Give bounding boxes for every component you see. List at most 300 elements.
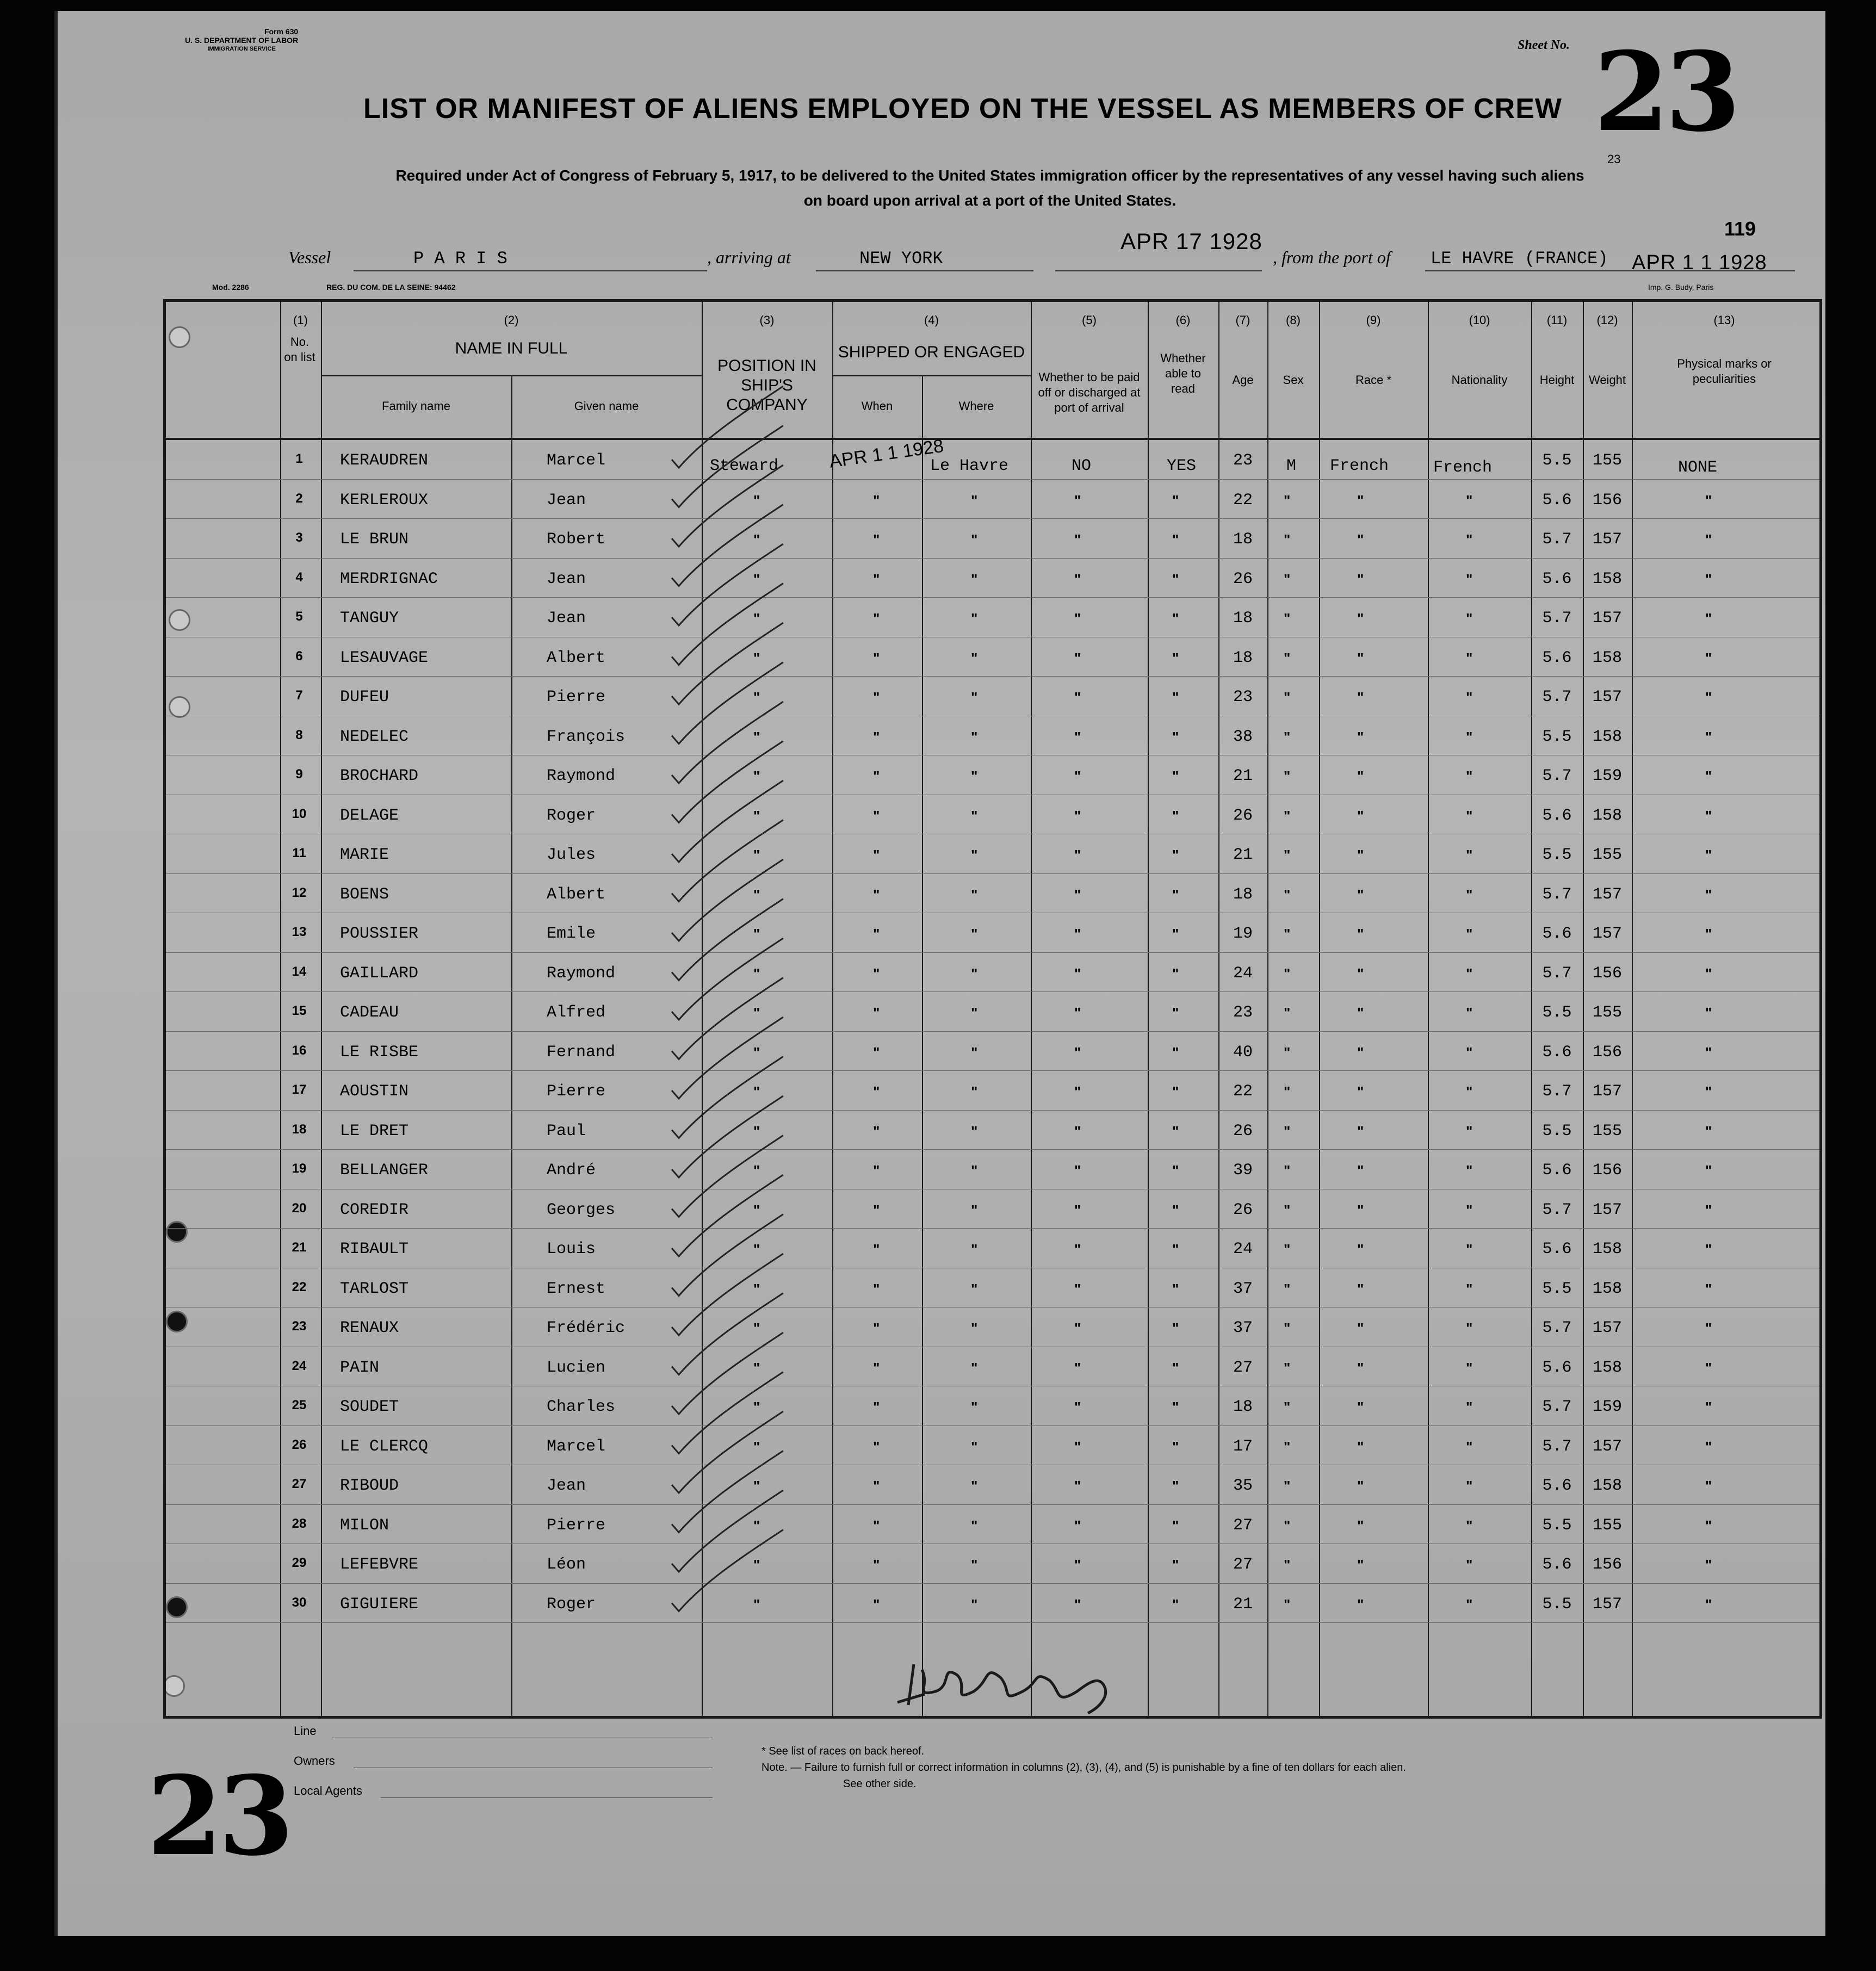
ditto-mark: "	[1074, 1399, 1081, 1415]
ditto-mark: "	[1705, 1123, 1712, 1139]
ditto-mark: "	[1172, 807, 1179, 824]
ditto-mark: "	[873, 807, 880, 824]
ditto-mark: "	[753, 649, 760, 666]
ditto-mark: "	[1172, 1005, 1179, 1021]
family-name: LE BRUN	[340, 530, 409, 549]
row-number: 13	[292, 925, 307, 939]
ditto-mark: "	[1074, 1359, 1081, 1376]
ditto-mark: "	[1466, 1478, 1473, 1494]
ditto-mark: "	[1357, 1083, 1364, 1100]
ditto-mark: "	[1172, 926, 1179, 942]
ditto-mark: "	[1172, 1044, 1179, 1061]
ditto-mark: "	[1357, 610, 1364, 627]
given-name: Alfred	[547, 1003, 606, 1022]
given-name: André	[547, 1161, 596, 1180]
weight: 157	[1592, 925, 1622, 943]
col-4-when-header: When	[861, 399, 893, 413]
height: 5.7	[1542, 530, 1572, 549]
row-number: 4	[295, 569, 303, 585]
height: 5.6	[1542, 1555, 1572, 1574]
ditto-mark: "	[1172, 728, 1179, 745]
given-name: Albert	[547, 648, 606, 667]
shipped-date-stamp: APR 1 1 1928	[828, 435, 945, 472]
age: 38	[1233, 727, 1253, 746]
col-8-number: (8)	[1286, 313, 1301, 327]
ditto-mark: "	[1357, 965, 1364, 982]
underline	[1055, 270, 1262, 271]
family-name: TARLOST	[340, 1279, 409, 1298]
ditto-mark: "	[1357, 1044, 1364, 1061]
ditto-mark: "	[1466, 571, 1473, 587]
ditto-mark: "	[1172, 1083, 1179, 1100]
row-divider	[166, 1228, 1819, 1229]
ditto-mark: "	[971, 571, 978, 587]
ditto-mark: "	[1705, 847, 1712, 863]
ditto-mark: "	[873, 1162, 880, 1179]
family-name: MILON	[340, 1516, 389, 1535]
ditto-mark: "	[1074, 610, 1081, 627]
height: 5.5	[1542, 1003, 1572, 1022]
ditto-mark: "	[753, 1399, 760, 1415]
col-13-header: Physical marks or peculiarities	[1677, 357, 1772, 386]
weight: 158	[1592, 569, 1622, 588]
ditto-mark: "	[753, 1359, 760, 1376]
ditto-mark: "	[1074, 1280, 1081, 1297]
printer-label: Imp. G. Budy, Paris	[1648, 283, 1714, 292]
given-name: Albert	[547, 885, 606, 904]
column-divider	[511, 375, 512, 1716]
height: 5.6	[1542, 1043, 1572, 1062]
row-number: 15	[292, 1003, 307, 1018]
row-divider	[166, 1149, 1819, 1150]
row-number: 7	[295, 688, 303, 703]
col-6-header: Whether able to read	[1160, 351, 1206, 395]
ditto-mark: "	[753, 768, 760, 784]
ditto-mark: "	[1705, 1241, 1712, 1257]
ditto-mark: "	[1466, 1320, 1473, 1336]
col-8-header: Sex	[1283, 373, 1304, 387]
row-divider	[166, 1070, 1819, 1071]
age: 26	[1233, 806, 1253, 825]
ditto-mark: "	[971, 768, 978, 784]
arrival-date-stamp: APR 17 1928	[1120, 228, 1262, 254]
ditto-mark: "	[1074, 689, 1081, 705]
ditto-mark: "	[1284, 1044, 1291, 1061]
ditto-mark: "	[1357, 1123, 1364, 1139]
weight: 158	[1592, 806, 1622, 825]
height: 5.5	[1542, 1595, 1572, 1614]
ditto-mark: "	[1172, 886, 1179, 903]
ditto-mark: "	[873, 571, 880, 587]
ditto-mark: "	[753, 1123, 760, 1139]
col-4-where-header: Where	[958, 399, 994, 413]
row-number: 19	[292, 1161, 307, 1176]
ditto-mark: "	[1466, 1201, 1473, 1218]
given-name: Marcel	[547, 1437, 606, 1456]
col-11-number: (11)	[1546, 313, 1568, 327]
height: 5.6	[1542, 569, 1572, 588]
given-name: Jules	[547, 846, 596, 864]
ditto-mark: "	[971, 1083, 978, 1100]
ditto-mark: "	[1466, 926, 1473, 942]
family-name: BOENS	[340, 885, 389, 904]
ditto-mark: "	[971, 1241, 978, 1257]
ditto-mark: "	[753, 1438, 760, 1455]
family-name: POUSSIER	[340, 925, 419, 943]
ditto-mark: "	[873, 610, 880, 627]
given-name: Louis	[547, 1240, 596, 1259]
ditto-mark: "	[1074, 492, 1081, 509]
ditto-mark: "	[1172, 1478, 1179, 1494]
age: 27	[1233, 1555, 1253, 1574]
given-name: Jean	[547, 491, 586, 510]
ditto-mark: "	[1705, 649, 1712, 666]
weight: 155	[1592, 1516, 1622, 1535]
ditto-mark: "	[1466, 886, 1473, 903]
ditto-mark: "	[873, 1596, 880, 1613]
ditto-mark: "	[1074, 886, 1081, 903]
ditto-mark: "	[1172, 1359, 1179, 1376]
ditto-mark: "	[1357, 1201, 1364, 1218]
row-number: 5	[295, 609, 303, 624]
row-number: 16	[292, 1043, 307, 1058]
given-name: Paul	[547, 1121, 586, 1141]
ditto-mark: "	[1466, 531, 1473, 548]
ditto-mark: "	[1705, 1359, 1712, 1376]
ditto-mark: "	[753, 492, 760, 509]
row-divider	[166, 952, 1819, 953]
family-name: TANGUY	[340, 609, 399, 628]
ditto-mark: "	[1074, 1241, 1081, 1257]
height: 5.7	[1542, 688, 1572, 706]
ditto-mark: "	[1284, 1241, 1291, 1257]
height: 5.6	[1542, 1240, 1572, 1259]
age: 37	[1233, 1319, 1253, 1337]
family-name: LESAUVAGE	[340, 648, 429, 667]
position-steward: Steward	[710, 457, 779, 475]
ditto-mark: "	[1357, 1359, 1364, 1376]
family-name: PAIN	[340, 1358, 380, 1377]
ditto-mark: "	[873, 1399, 880, 1415]
age: 26	[1233, 1121, 1253, 1141]
ditto-mark: "	[1705, 1596, 1712, 1613]
ditto-mark: "	[753, 571, 760, 587]
ditto-mark: "	[753, 886, 760, 903]
col-5-number: (5)	[1082, 313, 1097, 327]
ditto-mark: "	[753, 1517, 760, 1534]
age: 24	[1233, 1240, 1253, 1259]
ditto-mark: "	[971, 1359, 978, 1376]
given-name: Pierre	[547, 1516, 606, 1535]
age: 39	[1233, 1161, 1253, 1180]
col-7-header: Age	[1232, 373, 1254, 387]
read-value: YES	[1167, 457, 1197, 475]
col-7-number: (7)	[1235, 313, 1250, 327]
ditto-mark: "	[1705, 1044, 1712, 1061]
ditto-mark: "	[1284, 1005, 1291, 1021]
ditto-mark: "	[1705, 492, 1712, 509]
ditto-mark: "	[753, 926, 760, 942]
weight: 155	[1592, 1121, 1622, 1141]
ditto-mark: "	[971, 1399, 978, 1415]
row-number: 25	[292, 1398, 307, 1412]
ditto-mark: "	[971, 1478, 978, 1494]
underline	[816, 270, 1033, 271]
ditto-mark: "	[971, 728, 978, 745]
ditto-mark: "	[971, 1517, 978, 1534]
given-name: Raymond	[547, 767, 616, 785]
ditto-mark: "	[1172, 1241, 1179, 1257]
family-name: LEFEBVRE	[340, 1555, 419, 1574]
ditto-mark: "	[1357, 1557, 1364, 1573]
given-name: Jean	[547, 569, 586, 588]
from-port-label: , from the port of	[1273, 247, 1391, 267]
weight: 159	[1592, 1398, 1622, 1416]
ditto-mark: "	[1466, 1083, 1473, 1100]
age: 21	[1233, 846, 1253, 864]
row-divider	[166, 1110, 1819, 1111]
ditto-mark: "	[1172, 1280, 1179, 1297]
ditto-mark: "	[1284, 1399, 1291, 1415]
age: 27	[1233, 1516, 1253, 1535]
height: 5.7	[1542, 609, 1572, 628]
ditto-mark: "	[1284, 492, 1291, 509]
given-name: Charles	[547, 1398, 616, 1416]
row-number: 27	[292, 1477, 307, 1491]
height: 5.7	[1542, 1398, 1572, 1416]
ditto-mark: "	[1074, 1201, 1081, 1218]
ditto-mark: "	[1172, 1596, 1179, 1613]
ditto-mark: "	[1284, 728, 1291, 745]
family-name: MERDRIGNAC	[340, 569, 438, 588]
ditto-mark: "	[1357, 1320, 1364, 1336]
ditto-mark: "	[1284, 1557, 1291, 1573]
header-divider	[166, 438, 1819, 440]
ditto-mark: "	[1172, 1399, 1179, 1415]
ditto-mark: "	[971, 689, 978, 705]
family-name: RIBAULT	[340, 1240, 409, 1259]
ditto-mark: "	[873, 1005, 880, 1021]
ditto-mark: "	[1074, 1005, 1081, 1021]
ditto-mark: "	[873, 1478, 880, 1494]
ditto-mark: "	[1357, 1596, 1364, 1613]
height: 5.6	[1542, 1477, 1572, 1495]
vessel-label: Vessel	[288, 247, 331, 267]
department-name: U. S. DEPARTMENT OF LABOR	[185, 36, 299, 45]
ditto-mark: "	[1357, 1399, 1364, 1415]
height: 5.5	[1542, 727, 1572, 746]
ditto-mark: "	[1284, 1162, 1291, 1179]
ditto-mark: "	[1172, 847, 1179, 863]
row-number: 9	[295, 767, 303, 782]
ditto-mark: "	[1284, 1359, 1291, 1376]
weight: 156	[1592, 1161, 1622, 1180]
ditto-mark: "	[1284, 847, 1291, 863]
ditto-mark: "	[971, 649, 978, 666]
ditto-mark: "	[1466, 689, 1473, 705]
family-name: KERAUDREN	[340, 451, 429, 470]
weight: 155	[1592, 846, 1622, 864]
row-number: 11	[292, 846, 306, 860]
ditto-mark: "	[1705, 886, 1712, 903]
ditto-mark: "	[873, 1044, 880, 1061]
ditto-mark: "	[1172, 1123, 1179, 1139]
col-6-number: (6)	[1175, 313, 1191, 327]
weight: 157	[1592, 885, 1622, 904]
ditto-mark: "	[753, 1557, 760, 1573]
ditto-mark: "	[753, 1005, 760, 1021]
row-divider	[166, 991, 1819, 992]
weight: 158	[1592, 1279, 1622, 1298]
family-name: KERLEROUX	[340, 491, 429, 510]
weight: 157	[1592, 530, 1622, 549]
ditto-mark: "	[971, 1557, 978, 1573]
ditto-mark: "	[971, 1201, 978, 1218]
col-1-header: No. on list	[284, 335, 315, 364]
age: 35	[1233, 1477, 1253, 1495]
weight: 157	[1592, 1319, 1622, 1337]
row-number: 18	[292, 1121, 307, 1137]
header-divider	[321, 375, 702, 376]
ditto-mark: "	[1357, 1517, 1364, 1534]
age: 40	[1233, 1043, 1253, 1062]
sheet-label: Sheet No.	[1518, 38, 1570, 52]
ditto-mark: "	[1466, 492, 1473, 509]
ditto-mark: "	[971, 531, 978, 548]
ditto-mark: "	[971, 886, 978, 903]
row-number: 6	[295, 648, 303, 664]
ditto-mark: "	[1074, 768, 1081, 784]
col-13-number: (13)	[1713, 313, 1735, 327]
row-divider	[166, 479, 1819, 480]
ditto-mark: "	[1284, 1596, 1291, 1613]
age: 18	[1233, 885, 1253, 904]
weight: 157	[1592, 1595, 1622, 1614]
height: 5.5	[1542, 1279, 1572, 1298]
crew-manifest-table	[163, 299, 1822, 1719]
ditto-mark: "	[1357, 1438, 1364, 1455]
height: 5.5	[1542, 1121, 1572, 1141]
given-name: Raymond	[547, 964, 616, 983]
ditto-mark: "	[1074, 847, 1081, 863]
row-number: 24	[292, 1358, 307, 1373]
ditto-mark: "	[1172, 1162, 1179, 1179]
ditto-mark: "	[753, 1596, 760, 1613]
weight: 158	[1592, 727, 1622, 746]
departure-date-stamp: APR 1 1 1928	[1632, 251, 1767, 274]
ditto-mark: "	[1466, 1162, 1473, 1179]
row-number: 3	[295, 530, 303, 545]
ditto-mark: "	[1074, 1596, 1081, 1613]
given-name: Robert	[547, 530, 606, 549]
family-name: NEDELEC	[340, 727, 409, 746]
ditto-mark: "	[1284, 1438, 1291, 1455]
col-5-header: Whether to be paid off or discharged at port of arrival	[1038, 370, 1141, 414]
row-divider	[166, 558, 1819, 559]
ditto-mark: "	[1705, 926, 1712, 942]
height: 5.6	[1542, 806, 1572, 825]
age: 17	[1233, 1437, 1253, 1456]
height: 5.6	[1542, 648, 1572, 667]
row-number: 23	[292, 1319, 307, 1334]
age: 21	[1233, 1595, 1253, 1614]
local-agents-label: Local Agents	[294, 1784, 362, 1798]
ditto-mark: "	[1357, 768, 1364, 784]
age: 23	[1233, 1003, 1253, 1022]
ditto-mark: "	[1172, 689, 1179, 705]
ditto-mark: "	[1705, 1478, 1712, 1494]
row-number: 10	[292, 806, 307, 821]
col-2-family-header: Family name	[382, 399, 450, 413]
ditto-mark: "	[1466, 1359, 1473, 1376]
row-number: 29	[292, 1555, 307, 1570]
ditto-mark: "	[1705, 1438, 1712, 1455]
height: 5.5	[1542, 451, 1572, 470]
ditto-mark: "	[971, 1320, 978, 1336]
row-divider	[166, 1622, 1819, 1623]
age: 18	[1233, 1398, 1253, 1416]
family-name: LE CLERCQ	[340, 1437, 429, 1456]
weight: 155	[1592, 1003, 1622, 1022]
requirement-line: Required under Act of Congress of February 5, 1917, to be delivered to the United States immigration officer by the representatives of any vessel having such aliens	[395, 167, 1584, 184]
ditto-mark: "	[1357, 926, 1364, 942]
ditto-mark: "	[873, 886, 880, 903]
col-3-number: (3)	[759, 313, 775, 327]
ditto-mark: "	[873, 768, 880, 784]
arriving-port: NEW YORK	[859, 249, 943, 269]
line-label: Line	[294, 1724, 317, 1738]
given-name: Ernest	[547, 1279, 606, 1298]
ditto-mark: "	[1705, 1517, 1712, 1534]
ditto-mark: "	[873, 1123, 880, 1139]
ditto-mark: "	[1172, 1438, 1179, 1455]
age: 22	[1233, 491, 1253, 510]
ditto-mark: "	[873, 1438, 880, 1455]
row-divider	[166, 597, 1819, 598]
ditto-mark: "	[1172, 1557, 1179, 1573]
ditto-mark: "	[971, 1596, 978, 1613]
ditto-mark: "	[1172, 531, 1179, 548]
ditto-mark: "	[971, 926, 978, 942]
ditto-mark: "	[873, 1083, 880, 1100]
ditto-mark: "	[873, 728, 880, 745]
ditto-mark: "	[1705, 965, 1712, 982]
row-number: 28	[292, 1516, 307, 1531]
ditto-mark: "	[753, 847, 760, 863]
ditto-mark: "	[1705, 768, 1712, 784]
weight: 158	[1592, 648, 1622, 667]
row-number: 17	[292, 1082, 307, 1097]
weight: 156	[1592, 491, 1622, 510]
ditto-mark: "	[1074, 965, 1081, 982]
ditto-mark: "	[873, 965, 880, 982]
ditto-mark: "	[1074, 1123, 1081, 1139]
ditto-mark: "	[1074, 1517, 1081, 1534]
ditto-mark: "	[873, 689, 880, 705]
ditto-mark: "	[1357, 531, 1364, 548]
ditto-mark: "	[1357, 1280, 1364, 1297]
sheet-number-small: 23	[1607, 152, 1621, 166]
row-number: 1	[295, 451, 303, 466]
col-11-header: Height	[1539, 373, 1575, 387]
col-4-number: (4)	[924, 313, 939, 327]
ditto-mark: "	[1466, 1280, 1473, 1297]
ditto-mark: "	[1357, 1478, 1364, 1494]
ditto-mark: "	[873, 1359, 880, 1376]
ditto-mark: "	[1284, 649, 1291, 666]
given-name: Jean	[547, 1477, 586, 1495]
age: 22	[1233, 1082, 1253, 1101]
